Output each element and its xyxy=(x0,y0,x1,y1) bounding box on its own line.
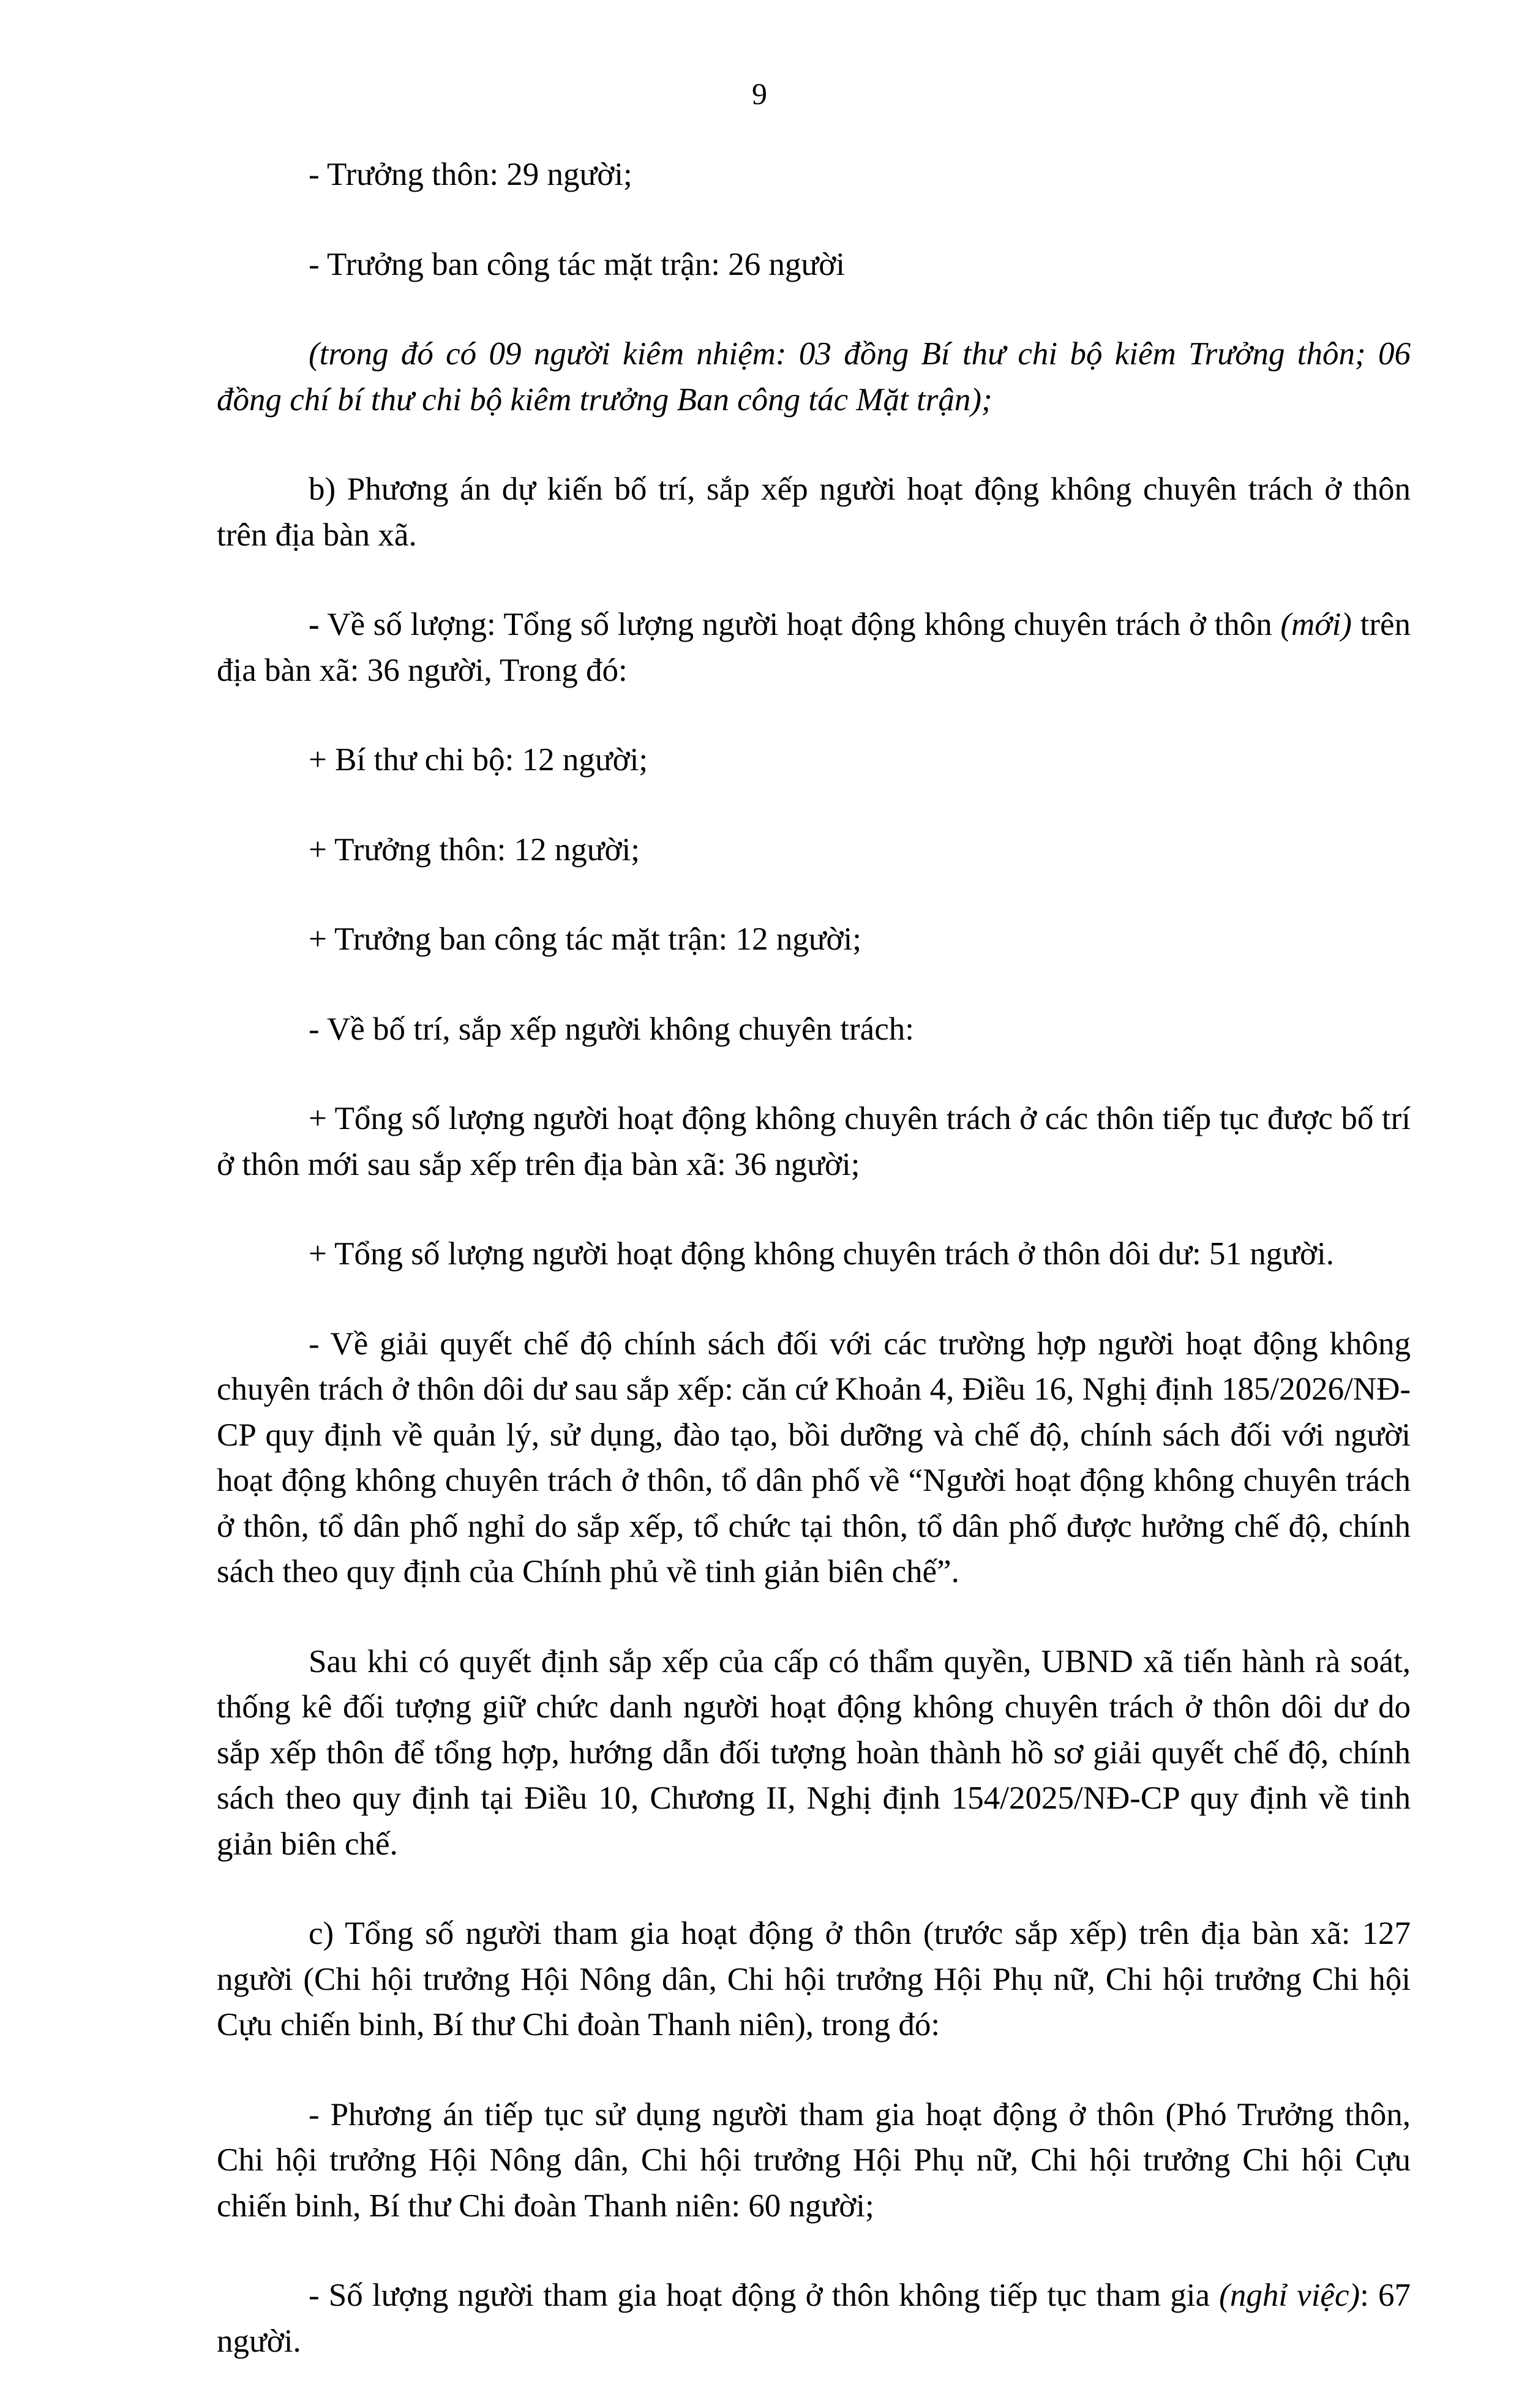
paragraph-truong-thon-count: - Trưởng thôn: 29 người; xyxy=(309,157,632,192)
paragraph-after-decision: Sau khi có quyết định sắp xếp của cấp có thẩm quyền, UBND xã tiến hành rà soát, thống kê đối tượng giữ chức danh người hoạt động không chuyên trách ở thôn dôi dư do sắp xếp thôn để tổng hợp, hướng dẫn đối tượng hoàn thành hồ sơ giải quyết chế độ, chính sách theo quy định tại Điều 10, Chương II, Nghị định 154/2025/NĐ-CP quy định về tinh giản biên chế. xyxy=(217,1643,1411,1862)
paragraph-section-c: c) Tổng số người tham gia hoạt động ở thôn (trước sắp xếp) trên địa bàn xã: 127 người (Chi hội trưởng Hội Nông dân, Chi hội trưởng Hội Phụ nữ, Chi hội trưởng Chi hội Cựu chiến binh, Bí thư Chi đoàn Thanh niên), trong đó: xyxy=(217,1916,1411,2042)
quantity-text-b: trên địa bàn xã: 36 người, Trong đó: xyxy=(217,607,1411,688)
discontinued-italic: (nghỉ việc) xyxy=(1219,2278,1360,2313)
dash-bold: - xyxy=(309,607,320,642)
paragraph-truong-ban-new-count: + Trưởng ban công tác mặt trận: 12 người; xyxy=(309,921,861,957)
paragraph-continue-use-plan: - Phương án tiếp tục sử dụng người tham gia hoạt động ở thôn (Phó Trưởng thôn, Chi hội trưởng Hội Nông dân, Chi hội trưởng Hội Phụ nữ, Chi hội trưởng Chi hội Cựu chiến binh, Bí thư Chi đoàn Thanh niên: 60 người; xyxy=(217,2096,1411,2224)
page-number: 9 xyxy=(752,77,767,111)
paragraph-quantity xyxy=(217,602,1411,693)
discontinued-text-a: - Số lượng người tham gia hoạt động ở thôn không tiếp tục tham gia xyxy=(309,2278,1220,2313)
paragraph-section-b-heading: b) Phương án dự kiến bố trí, sắp xếp người hoạt động không chuyên trách ở thôn trên địa bàn xã. xyxy=(217,471,1411,553)
paragraph-continued-staff: + Tổng số lượng người hoạt động không chuyên trách ở các thôn tiếp tục được bố trí ở thôn mới sau sắp xếp trên địa bàn xã: 36 người; xyxy=(217,1101,1411,1182)
paragraph-surplus-staff: + Tổng số lượng người hoạt động không chuyên trách ở thôn dôi dư: 51 người. xyxy=(309,1236,1335,1272)
paragraph-bi-thu-count: + Bí thư chi bộ: 12 người; xyxy=(309,742,648,778)
discontinued-text-b: : 67 người. xyxy=(217,2278,1411,2359)
paragraph-truong-thon-new-count: + Trưởng thôn: 12 người; xyxy=(309,831,640,868)
paragraph-arrangement-heading: - Về bố trí, sắp xếp người không chuyên trách: xyxy=(309,1011,914,1047)
quantity-text-a: Về số lượng: Tổng số lượng người hoạt động không chuyên trách ở thôn xyxy=(319,607,1281,642)
paragraph-policy-resolution: - Về giải quyết chế độ chính sách đối với các trường hợp người hoạt động không chuyên trách ở thôn dôi dư sau sắp xếp: căn cứ Khoản 4, Điều 16, Nghị định 185/2026/NĐ-CP quy định về quản lý, sử dụng, đào tạo, bồi dưỡng và chế độ, chính sách đối với người hoạt động không chuyên trách ở thôn, tổ dân phố về “Người hoạt động không chuyên trách ở thôn, tổ dân phố nghỉ do sắp xếp, tổ chức tại thôn, tổ dân phố được hưởng chế độ, chính sách theo quy định của Chính phủ về tinh giản biên chế”. xyxy=(217,1326,1411,1589)
document-body xyxy=(217,152,1411,2408)
paragraph-concurrent-note: (trong đó có 09 người kiêm nhiệm: 03 đồng Bí thư chi bộ kiêm Trưởng thôn; 06 đồng chí bí thư chi bộ kiêm trưởng Ban công tác Mặt trận); xyxy=(217,336,1411,418)
paragraph-truong-ban-count: - Trưởng ban công tác mặt trận: 26 người xyxy=(309,246,846,282)
paragraph-discontinued xyxy=(217,2273,1411,2364)
quantity-italic-new: (mới) xyxy=(1280,607,1352,642)
